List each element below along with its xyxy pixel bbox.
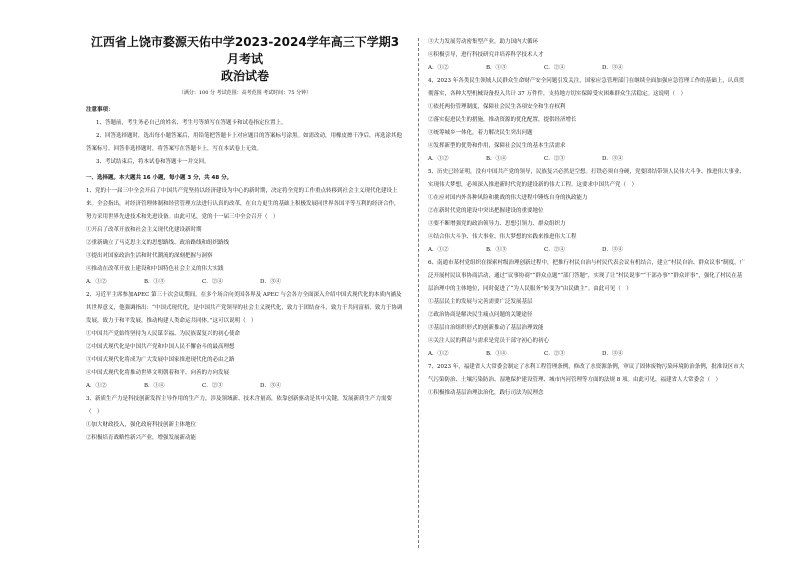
question-option: ①加大财政投入，强化政府科技创新主体地位 <box>86 422 197 428</box>
question-option: ③基层自治组织形式的创新推动了基层治理效能 <box>428 325 544 331</box>
question-stem: 7、2023 年，福建省人大常委会制定了水利工程管理条例，修改了水资源条例，审议了固体废物污染环境防治条例，批准设区市大气污染防治、土壤污染防治、湿地保护建设管理、城市内河管理等方面的法规 8 项。由此可见，福建省人大常委会（ ） <box>428 364 745 383</box>
choice-b: B．①④ <box>486 156 507 162</box>
choice-b: B．①③ <box>144 279 165 285</box>
notice-heading: 注意事项： <box>86 107 114 113</box>
question-option: ②中国式现代化是中国共产党和中国人民不懈奋斗的最高理想 <box>86 344 235 350</box>
answer-choices <box>86 380 404 393</box>
notice-item: 1、答题前，考生务必自己的姓名、考生号等填写在答题卡和试卷指定位置上。 <box>96 120 287 126</box>
question-option: ①开启了改革开放和社会主义现代化建设新时期 <box>86 227 202 233</box>
question-option: ④结合伟大斗争、伟大事业、伟大梦想的实践来推进伟大工程 <box>428 234 577 240</box>
question-option: ②落实促进民生的措施，推动资源的优化配置，提供经济增长 <box>428 117 577 123</box>
choice-b: B．①④ <box>144 383 165 389</box>
question-option: ①中国共产党始终坚持为人民谋幸福、为民族谋复兴的初心使命 <box>86 331 241 337</box>
choice-a: A．①② <box>428 247 449 253</box>
question-option: ②重新确立了马克思主义的思想路线、政治路线和组织路线 <box>86 240 230 246</box>
question-option: ②在新时代党的建设中突出把握建设的重要地位 <box>428 208 544 214</box>
choice-c: C．②③ <box>544 351 565 357</box>
choice-c: C．②④ <box>544 247 565 253</box>
question-option: ①积极推动基层治理法治化，践行司法为民理念 <box>428 390 544 396</box>
question-option: ④关注人民的利益与需求是党员干部守初心的初心 <box>428 338 550 344</box>
question-stem: 1、党的十一届三中全会开启了中国共产党坚持以经济建设为中心的新时期，决定将全党的工作重点转移到社会主义现代化建设上来。全会指出，对经济管理体制和经营管理方法进行认真的改革，在自力更生的基础上积极发展同世界各国平等互利的经济合作，努力采用世界先进技术和先进设备。由此可见，党的十一届三中全会召开（ ） <box>86 188 400 220</box>
choice-c: C．②④ <box>544 65 565 71</box>
question-stem: 5、历史已经证明，没有中国共产党的领导，民族复兴必然是空想。打铁必须自身硬，党要团结带领人民伟大斗争、推进伟大事业、实现伟大梦想，必须深入推进新时代党的建设新的伟大工程。这要求中国共产党（ ） <box>428 169 746 188</box>
choice-a: A．①② <box>86 383 107 389</box>
question-option: ③中国式现代化将成为广大发展中国家推进现代化的必由之路 <box>86 357 235 363</box>
question-option: ②积极培育战略性新兴产业，增强发展新动能 <box>86 435 197 441</box>
question-option: ②政治协商是解决民生痛点问题的关键途径 <box>428 312 533 318</box>
answer-choices <box>86 276 404 289</box>
notice-item: 3、考试结束后，将本试卷和答题卡一并交回。 <box>96 159 210 165</box>
question-option: ③要不断增强党的政治领导力、思想引领力、群众组织力 <box>428 221 566 227</box>
choice-a: A．①② <box>86 279 107 285</box>
question-stem: 3、新质生产力是科技创新发挥主导作用的生产力，涉及领域新、技术含量高，依靠创新驱动是其中关键。发展新质生产力需要（ ） <box>86 396 393 415</box>
answer-choices <box>428 62 746 75</box>
choice-d: D．③④ <box>602 351 623 357</box>
answer-choices <box>428 153 746 166</box>
column-divider <box>418 38 419 548</box>
choice-c: C．②④ <box>202 279 223 285</box>
choice-d: D．③④ <box>602 156 623 162</box>
exam-subject: 政治试卷 <box>220 69 269 83</box>
notice-item: 2、回答选择题时，选出每小题答案后，用铅笔把答题卡上对应题目的答案标号涂黑。如需改动，用橡皮擦干净后，再选涂其他答案标号。回答非选择题时，将答案写在答题卡上，写在本试卷上无效。 <box>86 133 403 152</box>
question-option: ④积极引导，进行科技研究并培养科学技术人才 <box>428 52 544 58</box>
choice-c: C．②③ <box>544 156 565 162</box>
question-option: ④发挥新型的优势和作用，保障社会民生的基本生活需求 <box>428 143 566 149</box>
choice-d: D．③④ <box>260 279 281 285</box>
question-stem: 6、南通市某村党组织在探索村级治理创新过程中，把推行村民自治与村民代表会议有机结合，建立“村民自治、群众议事”制度，广泛开展村民议事协商活动，通过“议事协商”“群众点题”“部门答题”，实现了让“村民说事”“干部办事”“群众评事”，强化了村民在基层治理中的主体地位，同时促进了“为人民服务”转变为“由民做主”。由此可见（ ） <box>428 260 746 292</box>
choice-a: A．①② <box>428 65 449 71</box>
left-column <box>86 34 404 445</box>
question-option: ①依托两份管理制度，保障社会民生各项安全和生存权利 <box>428 104 566 110</box>
question-option: ①在应对国内外各种风险和挑战的伟大进程中锤炼自身的执政能力 <box>428 195 588 201</box>
answer-choices <box>428 244 746 257</box>
question-option: ④推动在改革开放上建设和中国特色社会主义的伟大实践 <box>86 266 224 272</box>
choice-b: B．①③ <box>486 65 507 71</box>
question-option: ①基层民主的发展与完善需要广泛发展基层 <box>428 299 533 305</box>
choice-d: D．③④ <box>602 65 623 71</box>
choice-d: D．③④ <box>260 383 281 389</box>
question-option: ④中国式现代化将推动世界文明朝着和平、向善的方向发展 <box>86 370 230 376</box>
answer-choices <box>428 348 746 361</box>
choice-c: C．②③ <box>202 383 223 389</box>
choice-b: B．①③ <box>486 247 507 253</box>
choice-b: B．①④ <box>486 351 507 357</box>
choice-a: A．①② <box>428 156 449 162</box>
section-heading: 一、选择题。本大题共 16 小题，每小题 3 分，共 48 分。 <box>86 175 233 181</box>
question-option: ③大力发展劳动密集型产业，助力国内大循环 <box>428 39 539 45</box>
choice-a: A．①② <box>428 351 449 357</box>
exam-title: 江西省上饶市婺源天佑中学2023-2024学年高三下学期3月考试 <box>90 35 400 66</box>
question-option: ③提出对国家政治生活和时代潮流的深刻把握与洞察 <box>86 253 213 259</box>
question-option: ③统筹城乡一体化，着力解决民生突出问题 <box>428 130 533 136</box>
choice-d: D．③④ <box>602 247 623 253</box>
question-stem: 4、2023 年各类民生领域人民群众生命财产安全问题引发关注，国家应急管理部门在继续全面加强应急管理工作的基础上，认真贯彻落实，各种大型机械设备投入共计 37 万件件，支持地方切实保障受灾困难群众生活稳定。这说明（ ） <box>428 78 745 97</box>
question-stem: 2、习近平主席参加APEC 第三十次会议期间，在多个场合向美国各界及 APEC 与会各方全面深入介绍中国式现代化的本质内涵及其世界意义，他强调指出：“中国式现代化，是中国共产党领导的社会主义现代化，致力于团结奋斗，致力于共同富裕，致力于协调发展，致力于和平发展，推动构建人类命运共同体。”这可以说明（ ） <box>86 292 403 324</box>
right-column <box>428 36 746 400</box>
exam-meta: （满分：100 分 考试范围：高考范围 考试时间：75 分钟） <box>178 90 312 96</box>
